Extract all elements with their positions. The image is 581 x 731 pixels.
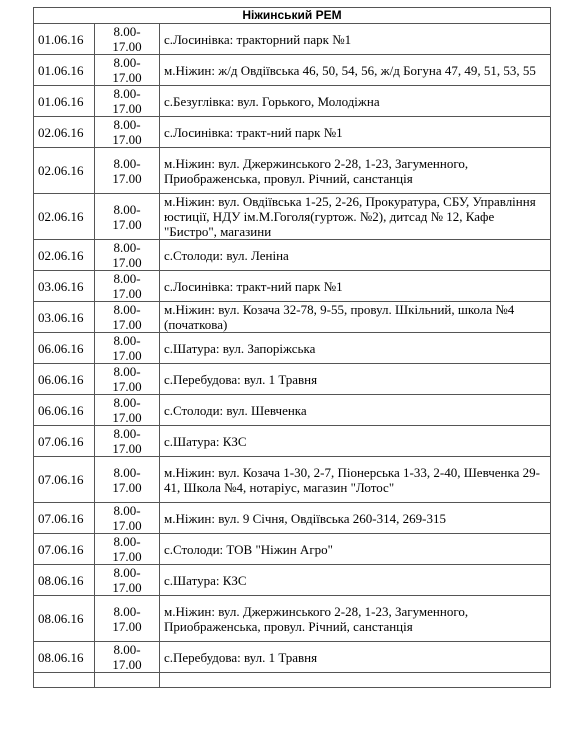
table-row bbox=[34, 457, 551, 503]
row-time-end: 17.00 bbox=[112, 255, 142, 270]
table-row bbox=[34, 503, 551, 534]
row-address: с.Перебудова: вул. 1 Травня bbox=[160, 642, 551, 673]
row-date: 07.06.16 bbox=[34, 457, 95, 503]
row-time bbox=[95, 534, 160, 565]
row-address: м.Ніжин: вул. 9 Січня, Овдіївська 260-314, 269-315 bbox=[160, 503, 551, 534]
row-address: м.Ніжин: вул. Джержинського 2-28, 1-23, Загуменного, Приображенська, провул. Річний, санстанція bbox=[160, 596, 551, 642]
row-time-start: 8.00- bbox=[113, 240, 141, 255]
row-time-end: 17.00 bbox=[112, 410, 142, 425]
row-address: с.Столоди: ТОВ "Ніжин Агро" bbox=[160, 534, 551, 565]
row-address: с.Шатура: КЗС bbox=[160, 426, 551, 457]
row-address: с.Перебудова: вул. 1 Травня bbox=[160, 364, 551, 395]
row-time bbox=[95, 86, 160, 117]
empty-cell bbox=[34, 673, 95, 688]
empty-cell bbox=[95, 673, 160, 688]
row-time-end: 17.00 bbox=[112, 132, 142, 147]
schedule-rows bbox=[34, 24, 551, 688]
row-date: 02.06.16 bbox=[34, 148, 95, 194]
row-time-end: 17.00 bbox=[112, 216, 142, 232]
row-time bbox=[95, 364, 160, 395]
row-time bbox=[95, 426, 160, 457]
row-time bbox=[95, 271, 160, 302]
row-time-end: 17.00 bbox=[112, 379, 142, 394]
row-time bbox=[95, 194, 160, 240]
table-row bbox=[34, 565, 551, 596]
row-address: с.Шатура: КЗС bbox=[160, 565, 551, 596]
row-time bbox=[95, 333, 160, 364]
row-time-start: 8.00- bbox=[113, 534, 141, 549]
row-time bbox=[95, 457, 160, 503]
row-date: 08.06.16 bbox=[34, 642, 95, 673]
outage-schedule-table bbox=[33, 7, 551, 688]
row-time-end: 17.00 bbox=[112, 101, 142, 116]
table-title: Ніжинський РЕМ bbox=[34, 8, 551, 24]
row-date: 01.06.16 bbox=[34, 55, 95, 86]
table-row bbox=[34, 302, 551, 333]
row-time bbox=[95, 55, 160, 86]
table-row bbox=[34, 333, 551, 364]
row-time bbox=[95, 302, 160, 333]
row-time-end: 17.00 bbox=[112, 441, 142, 456]
table-row bbox=[34, 148, 551, 194]
table-row bbox=[34, 240, 551, 271]
table-row bbox=[34, 117, 551, 148]
row-address: с.Безуглівка: вул. Горького, Молодіжна bbox=[160, 86, 551, 117]
row-address: с.Столоди: вул. Шевченка bbox=[160, 395, 551, 426]
row-time-end: 17.00 bbox=[112, 70, 142, 85]
table-row bbox=[34, 24, 551, 55]
row-time bbox=[95, 565, 160, 596]
row-date: 01.06.16 bbox=[34, 86, 95, 117]
row-time-end: 17.00 bbox=[112, 580, 142, 595]
row-date: 07.06.16 bbox=[34, 503, 95, 534]
table-row bbox=[34, 395, 551, 426]
row-time-start: 8.00- bbox=[113, 24, 141, 39]
row-time-start: 8.00- bbox=[113, 155, 141, 171]
row-date: 02.06.16 bbox=[34, 194, 95, 240]
empty-row bbox=[34, 673, 551, 688]
row-time-start: 8.00- bbox=[113, 333, 141, 348]
row-time-end: 17.00 bbox=[112, 286, 142, 301]
row-address: м.Ніжин: вул. Козача 1-30, 2-7, Піонерська 1-33, 2-40, Шевченка 29-41, Школа №4, нотаріус, магазин "Лотос" bbox=[160, 457, 551, 503]
row-address: с.Лосинівка: тракт-ний парк №1 bbox=[160, 271, 551, 302]
row-time-end: 17.00 bbox=[112, 170, 142, 186]
row-time bbox=[95, 148, 160, 194]
row-time-end: 17.00 bbox=[112, 348, 142, 363]
row-address: м.Ніжин: вул. Козача 32-78, 9-55, провул. Шкільний, школа №4 (початкова) bbox=[160, 302, 551, 333]
row-address: м.Ніжин: вул. Джержинського 2-28, 1-23, Загуменного, Приображенська, провул. Річний, санстанція bbox=[160, 148, 551, 194]
table-row bbox=[34, 271, 551, 302]
row-time bbox=[95, 240, 160, 271]
row-date: 03.06.16 bbox=[34, 302, 95, 333]
row-time-start: 8.00- bbox=[113, 603, 141, 619]
row-time-start: 8.00- bbox=[113, 55, 141, 70]
empty-cell bbox=[160, 673, 551, 688]
row-date: 06.06.16 bbox=[34, 395, 95, 426]
row-time-start: 8.00- bbox=[113, 565, 141, 580]
row-time bbox=[95, 503, 160, 534]
row-time bbox=[95, 395, 160, 426]
table-row bbox=[34, 55, 551, 86]
row-time bbox=[95, 642, 160, 673]
row-date: 06.06.16 bbox=[34, 333, 95, 364]
row-date: 02.06.16 bbox=[34, 240, 95, 271]
row-time-start: 8.00- bbox=[113, 302, 141, 317]
row-time-start: 8.00- bbox=[113, 426, 141, 441]
table-row bbox=[34, 642, 551, 673]
row-time-start: 8.00- bbox=[113, 503, 141, 518]
table-row bbox=[34, 426, 551, 457]
row-time bbox=[95, 596, 160, 642]
row-time-end: 17.00 bbox=[112, 39, 142, 54]
row-date: 08.06.16 bbox=[34, 565, 95, 596]
row-time-start: 8.00- bbox=[113, 464, 141, 480]
row-time-start: 8.00- bbox=[113, 86, 141, 101]
row-address: с.Лосинівка: тракторний парк №1 bbox=[160, 24, 551, 55]
row-address: с.Столоди: вул. Леніна bbox=[160, 240, 551, 271]
row-time-start: 8.00- bbox=[113, 642, 141, 657]
table-row bbox=[34, 364, 551, 395]
row-time-end: 17.00 bbox=[112, 657, 142, 672]
row-date: 02.06.16 bbox=[34, 117, 95, 148]
row-time-start: 8.00- bbox=[113, 271, 141, 286]
row-address: м.Ніжин: ж/д Овдіївська 46, 50, 54, 56, ж/д Богуна 47, 49, 51, 53, 55 bbox=[160, 55, 551, 86]
table-row bbox=[34, 194, 551, 240]
row-address: с.Лосинівка: тракт-ний парк №1 bbox=[160, 117, 551, 148]
row-time-start: 8.00- bbox=[113, 201, 141, 217]
row-time-start: 8.00- bbox=[113, 117, 141, 132]
row-date: 07.06.16 bbox=[34, 534, 95, 565]
row-time bbox=[95, 24, 160, 55]
row-time-end: 17.00 bbox=[112, 549, 142, 564]
row-time-end: 17.00 bbox=[112, 518, 142, 533]
table-row bbox=[34, 534, 551, 565]
row-date: 01.06.16 bbox=[34, 24, 95, 55]
row-address: с.Шатура: вул. Запоріжська bbox=[160, 333, 551, 364]
row-time-end: 17.00 bbox=[112, 479, 142, 495]
row-date: 07.06.16 bbox=[34, 426, 95, 457]
table-row bbox=[34, 86, 551, 117]
row-date: 08.06.16 bbox=[34, 596, 95, 642]
row-time-end: 17.00 bbox=[112, 317, 142, 332]
row-time-end: 17.00 bbox=[112, 618, 142, 634]
row-time bbox=[95, 117, 160, 148]
table-row bbox=[34, 596, 551, 642]
row-date: 06.06.16 bbox=[34, 364, 95, 395]
row-address: м.Ніжин: вул. Овдіївська 1-25, 2-26, Прокуратура, СБУ, Управління юстиції, НДУ ім.М.Гоголя(гуртож. №2), дитсад № 12, Кафе "Бистро", магазини bbox=[160, 194, 551, 240]
row-time-start: 8.00- bbox=[113, 364, 141, 379]
row-time-start: 8.00- bbox=[113, 395, 141, 410]
row-date: 03.06.16 bbox=[34, 271, 95, 302]
